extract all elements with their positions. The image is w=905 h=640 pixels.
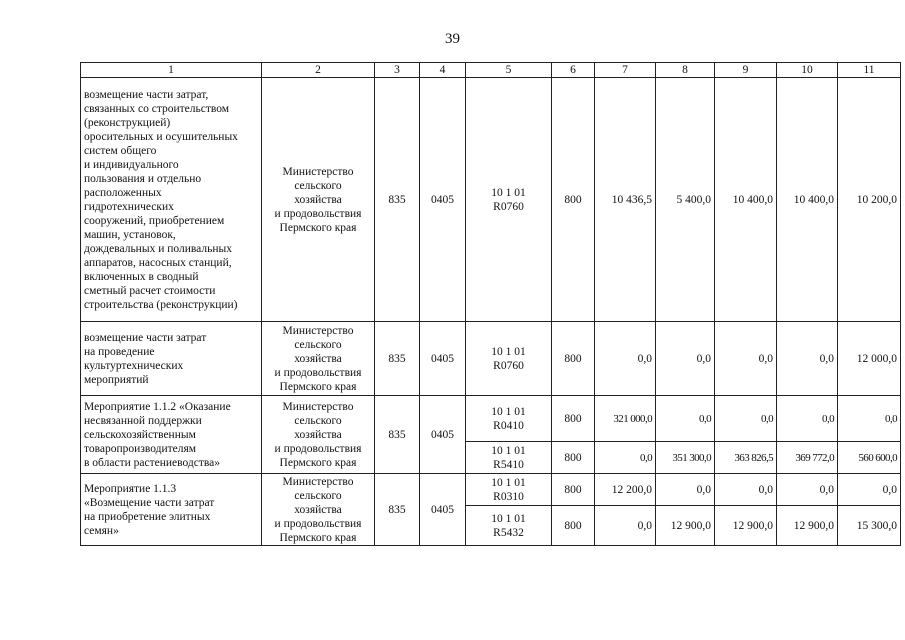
column-header: 10 (777, 63, 838, 78)
amount-cell: 0,0 (656, 474, 715, 506)
section-code-cell: 0405 (420, 78, 466, 322)
budget-table (80, 62, 901, 546)
description-cell: возмещение части затрат, связанных со строительством (реконструкцией) оросительных и осушительных систем общего и индивидуального пользования и отдельно расположенных гидротехнических сооружений, приобретением машин, установок, дождевальных и поливальных аппаратов, насосных станций, включенных в сводный сметный расчет стоимости строительства (реконструкции) (81, 78, 262, 322)
amount-cell: 12 000,0 (838, 322, 901, 396)
amount-cell: 0,0 (715, 474, 777, 506)
amount-cell: 0,0 (595, 506, 656, 546)
agency-cell: Министерство сельского хозяйства и продовольствия Пермского края (262, 78, 375, 322)
target-code-cell: 10 1 01 R0760 (466, 322, 552, 396)
page-number: 39 (445, 31, 460, 47)
column-header: 3 (375, 63, 420, 78)
column-header: 7 (595, 63, 656, 78)
amount-cell: 0,0 (777, 474, 838, 506)
expense-type-cell: 800 (552, 396, 595, 442)
table-row (81, 78, 901, 322)
amount-cell: 10 400,0 (777, 78, 838, 322)
expense-type-cell: 800 (552, 442, 595, 474)
section-code-cell: 0405 (420, 322, 466, 396)
amount-cell: 12 900,0 (777, 506, 838, 546)
expense-type-cell: 800 (552, 78, 595, 322)
ministry-code-cell: 835 (375, 474, 420, 546)
column-header: 8 (656, 63, 715, 78)
column-header: 6 (552, 63, 595, 78)
amount-cell: 0,0 (838, 474, 901, 506)
target-code-cell: 10 1 01 R0310 (466, 474, 552, 506)
amount-cell: 0,0 (715, 322, 777, 396)
amount-cell: 0,0 (777, 396, 838, 442)
agency-cell: Министерство сельского хозяйства и продовольствия Пермского края (262, 474, 375, 546)
amount-cell: 0,0 (838, 396, 901, 442)
amount-cell: 10 400,0 (715, 78, 777, 322)
amount-cell: 10 200,0 (838, 78, 901, 322)
expense-type-cell: 800 (552, 322, 595, 396)
amount-cell: 0,0 (656, 396, 715, 442)
description-cell: возмещение части затрат на проведение культуртехнических мероприятий (81, 322, 262, 396)
description-cell: Мероприятие 1.1.2 «Оказание несвязанной поддержки сельскохозяйственным товаропроизводителям в области растениеводства» (81, 396, 262, 474)
column-header: 9 (715, 63, 777, 78)
ministry-code-cell: 835 (375, 322, 420, 396)
target-code-cell: 10 1 01 R0410 (466, 396, 552, 442)
expense-type-cell: 800 (552, 474, 595, 506)
amount-cell: 321 000,0 (595, 396, 656, 442)
target-code-cell: 10 1 01 R5410 (466, 442, 552, 474)
amount-cell: 0,0 (777, 322, 838, 396)
table-row (81, 396, 901, 442)
amount-cell: 0,0 (595, 322, 656, 396)
column-header: 11 (838, 63, 901, 78)
amount-cell: 560 600,0 (838, 442, 901, 474)
column-header: 2 (262, 63, 375, 78)
amount-cell: 369 772,0 (777, 442, 838, 474)
description-cell: Мероприятие 1.1.3 «Возмещение части затрат на приобретение элитных семян» (81, 474, 262, 546)
amount-cell: 10 436,5 (595, 78, 656, 322)
amount-cell: 5 400,0 (656, 78, 715, 322)
section-code-cell: 0405 (420, 396, 466, 474)
ministry-code-cell: 835 (375, 78, 420, 322)
amount-cell: 0,0 (715, 396, 777, 442)
expense-type-cell: 800 (552, 506, 595, 546)
header-row (81, 63, 901, 78)
amount-cell: 12 900,0 (656, 506, 715, 546)
amount-cell: 0,0 (656, 322, 715, 396)
amount-cell: 15 300,0 (838, 506, 901, 546)
amount-cell: 363 826,5 (715, 442, 777, 474)
section-code-cell: 0405 (420, 474, 466, 546)
target-code-cell: 10 1 01 R5432 (466, 506, 552, 546)
agency-cell: Министерство сельского хозяйства и продовольствия Пермского края (262, 322, 375, 396)
amount-cell: 351 300,0 (656, 442, 715, 474)
table-row (81, 322, 901, 396)
column-header: 5 (466, 63, 552, 78)
amount-cell: 12 900,0 (715, 506, 777, 546)
agency-cell: Министерство сельского хозяйства и продовольствия Пермского края (262, 396, 375, 474)
ministry-code-cell: 835 (375, 396, 420, 474)
amount-cell: 12 200,0 (595, 474, 656, 506)
target-code-cell: 10 1 01 R0760 (466, 78, 552, 322)
amount-cell: 0,0 (595, 442, 656, 474)
column-header: 1 (81, 63, 262, 78)
column-header: 4 (420, 63, 466, 78)
table-row (81, 474, 901, 506)
